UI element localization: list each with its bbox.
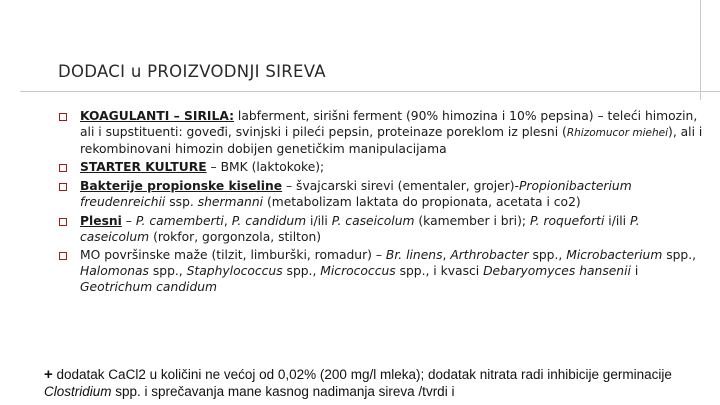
species-name: Debaryomyces hansenii: [483, 264, 631, 279]
bullet-list: [58, 109, 708, 299]
text-segment: ,: [442, 248, 451, 263]
list-item-plesni: [58, 214, 708, 246]
list-item-starter-kulture: [58, 160, 708, 176]
text-segment: (rokfor, gorgonzola, stilton): [149, 229, 322, 244]
page-title: DODACI u PROIZVODNJI SIREVA: [58, 62, 326, 81]
text-segment: ), ali i rekombinovani himozin dobijen genetičkim manipulacijama: [80, 124, 703, 156]
text-segment: spp.,: [662, 248, 697, 263]
text-segment: (metabolizam laktata do propionata, acetata i co2): [263, 194, 581, 209]
species-name: P. camemberti: [135, 213, 224, 228]
species-name: P. candidum: [231, 213, 307, 228]
species-name: Br. linens: [385, 248, 443, 263]
species-name: Microbacterium: [566, 248, 663, 263]
square-bullet-icon: [59, 164, 67, 172]
text-segment: MO površinske maže (tilzit, limburški, romadur) –: [80, 248, 386, 263]
species-name: Arthrobacter: [450, 248, 529, 263]
text-segment: i: [630, 264, 639, 279]
text-segment: spp., i kvasci: [395, 264, 484, 279]
species-name: Halomonas: [80, 264, 149, 279]
plus-sign: +: [44, 366, 53, 383]
square-bullet-icon: [59, 183, 67, 191]
square-bullet-icon: [59, 218, 67, 226]
text-segment: –: [121, 213, 136, 228]
species-name: Micrococcus: [320, 264, 396, 279]
text-segment: i/ili: [306, 213, 332, 228]
footnote: [44, 366, 716, 400]
term-plesni: Plesni: [80, 213, 122, 228]
text-segment: i/ili: [604, 213, 631, 228]
species-name: shermanni: [197, 194, 264, 209]
square-bullet-icon: [59, 113, 67, 121]
list-item-mo-povrsinske-maze: [58, 248, 708, 295]
text-segment: spp. i sprečavanja mane kasnog nadimanja sireva /tvrdi i: [111, 384, 455, 399]
species-name: P. roqueforti: [529, 213, 605, 228]
text-segment: labferment, sirišni ferment (90% himozina i 10% pepsina) – teleći himozin, ali i supstituenti: goveđi, svinjski i pileći pepsin, proteinaze poreklom iz plesni (: [80, 109, 698, 139]
species-name: Geotrichum candidum: [80, 279, 218, 294]
species-name: P. caseicolum: [331, 213, 415, 228]
square-bullet-icon: [59, 252, 67, 260]
species-name: Propionibacterium freudenreichii: [80, 179, 632, 209]
species-name: Rhizomucor miehei: [566, 126, 669, 139]
term-propionske-bakterije: Bakterije propionske kiseline: [80, 179, 283, 194]
text-segment: spp.,: [528, 248, 567, 263]
species-name: Clostridium: [44, 384, 112, 399]
text-segment: ,: [223, 213, 232, 228]
text-segment: – švajcarski sirevi (ementaler, grojer)-: [282, 179, 519, 194]
list-item-propionske-bakterije: [58, 179, 708, 211]
term-starter-kulture: STARTER KULTURE: [80, 160, 207, 175]
text-segment: dodatak CaCl2 u količini ne većoj od 0,02% (200 mg/l mleka); dodatak nitrata radi inhibicije germinacije: [52, 367, 672, 382]
corner-divider: [700, 0, 701, 100]
text-segment: (kamember i bri);: [414, 213, 530, 228]
term-koagulanti: KOAGULANTI – SIRILA:: [80, 109, 234, 123]
text-segment: spp.,: [148, 264, 187, 279]
species-name: P. caseicolum: [80, 213, 640, 244]
text-segment: spp.,: [282, 264, 321, 279]
text-segment: ssp.: [165, 194, 198, 209]
species-name: Staphylococcus: [186, 264, 283, 279]
list-item-koagulanti: [58, 109, 708, 157]
text-segment: – BMK (laktokoke);: [206, 160, 325, 175]
title-divider: [20, 91, 720, 92]
